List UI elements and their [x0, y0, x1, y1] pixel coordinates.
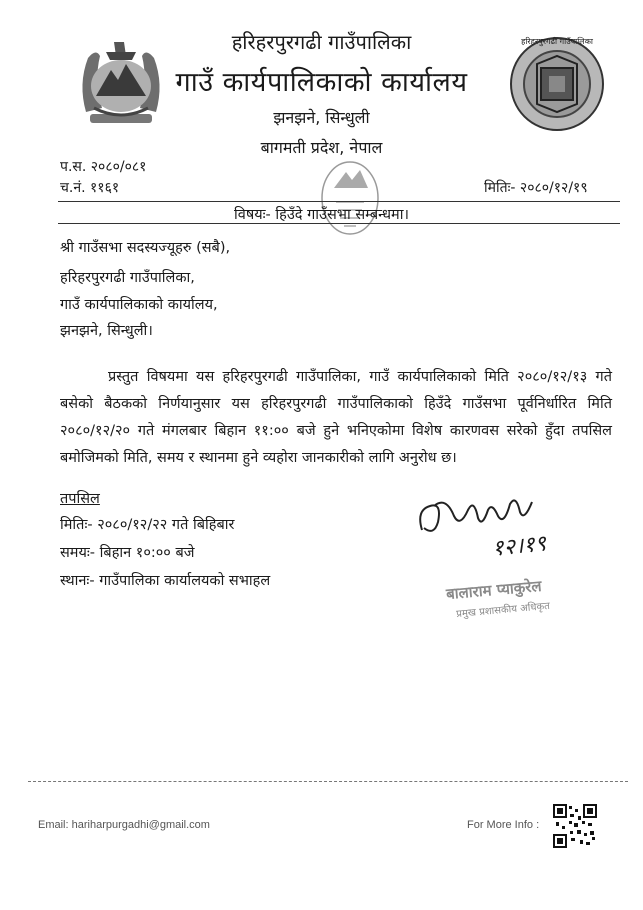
recipient-line: श्री गाउँसभा सदस्यज्यूहरु (सबै), — [60, 240, 231, 256]
footer-email: Email: hariharpurgadhi@gmail.com — [38, 819, 210, 831]
logo-text: हरिहरपुरगढी गाउँपालिका — [521, 37, 593, 46]
subject-rule — [58, 223, 620, 224]
footer-divider — [28, 781, 628, 782]
body-text: प्रस्तुत विषयमा यस हरिहरपुरगढी गाउँपालिका, गाउँ कार्यपालिकाको मिति २०८०/१२/१३ गते बसेको बैठकको निर्णयानुसार यस हरिहरपुरगढी गाउँपालिकाको हिउँदे गाउँसभा पूर्वनिर्धारित मिति २०८०/१२/२० गते मंगलबार बिहान ११:०० बजे हुने भनिएकोमा विशेष कारणवस सरेको हुँदा तपसिल बमोजिमको मिति, समय र स्थानमा हुने व्यहोरा जानकारीको लागि अनुरोध छ। — [60, 369, 612, 466]
office-title: गाउँ कार्यपालिकाको कार्यालय — [175, 67, 468, 98]
recipient-line: हरिहरपुरगढी गाउँपालिका, — [60, 270, 195, 286]
recipient-line: झनझने, सिन्धुली। — [60, 323, 153, 339]
office-stamp-icon — [318, 158, 382, 242]
address-line-2: बागमती प्रदेश, नेपाल — [260, 138, 383, 157]
qr-code-icon — [553, 804, 597, 848]
letter-date: मितिः- २०८०/१२/१९ — [484, 180, 588, 196]
fiscal-year: प.स. २०८०/०८१ — [60, 159, 147, 175]
dispatch-number: च.नं. ११६१ — [60, 180, 120, 196]
body-paragraph — [60, 364, 612, 472]
municipality-name: हरिहरपुरगढी गाउँपालिका — [231, 30, 412, 54]
top-rule — [58, 201, 620, 202]
footer-more-info: For More Info : — [467, 819, 540, 831]
subject-line: विषयः- हिउँदे गाउँसभा सम्बन्धमा। — [234, 207, 409, 223]
details-date: मितिः- २०८०/१२/२२ गते बिहिबार — [60, 517, 235, 533]
details-time: समयः- बिहान १०:०० बजे — [60, 545, 195, 561]
handwritten-number: १२।१९ — [490, 531, 548, 562]
stamp-name: बालाराम प्याकुरेल — [445, 576, 543, 604]
stamp-title: प्रमुख प्रशासकीय अधिकृत — [455, 600, 551, 621]
details-heading: तपसिल — [60, 491, 100, 507]
address-line-1: झनझने, सिन्धुली — [273, 108, 370, 127]
details-place: स्थानः- गाउँपालिका कार्यालयको सभाहल — [60, 573, 271, 589]
recipient-line: गाउँ कार्यपालिकाको कार्यालय, — [60, 297, 218, 313]
